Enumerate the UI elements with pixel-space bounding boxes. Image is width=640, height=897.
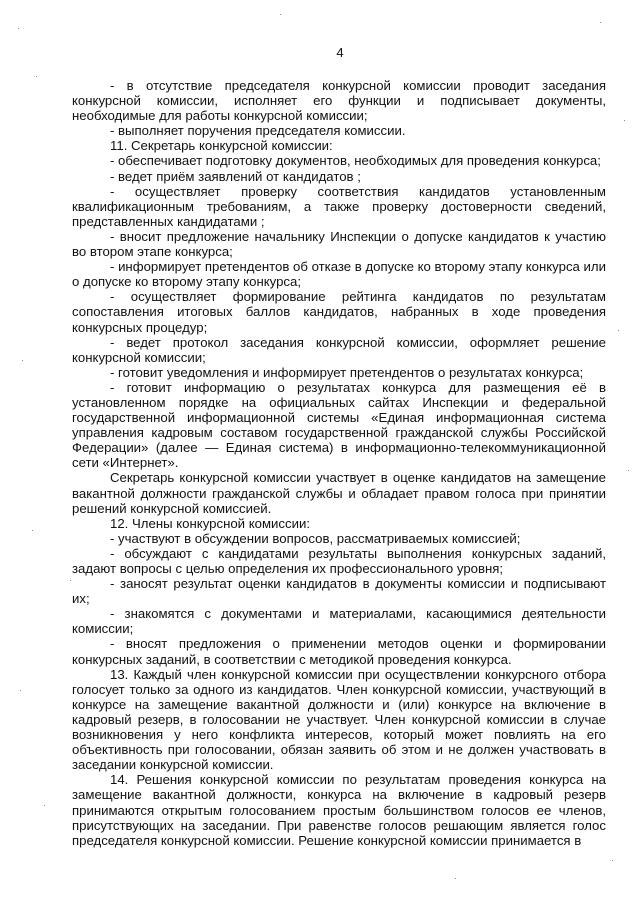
paragraph: - информирует претендентов об отказе в допуске ко второму этапу конкурса или о допуске ко второму этапу конкурса;	[72, 259, 606, 290]
paragraph: 13. Каждый член конкурсной комиссии при осуществлении конкурсного отбора голосует только за одного из кандидатов. Член конкурсной комиссии, участвующий в конкурсе на замещение вакантной должности и (или) конкурсе на включение в кадровый резерв, в голосовании не участвует. Член конкурсной комиссии в случае возникновения у него конфликта интересов, который может повлиять на его объективность при голосовании, обязан заявить об этом и не должен участвовать в заседании конкурсной комиссии.	[72, 666, 606, 773]
page-number: 4	[336, 45, 344, 60]
paragraph: - осуществляет формирование рейтинга кандидатов по результатам сопоставления итоговых баллов кандидатов, набранных в ходе проведения конкурсных процедур;	[72, 289, 606, 335]
paragraph: - осуществляет проверку соответствия кандидатов установленным квалификационным требованиям, а также проверку достоверности сведений, представленных кандидатами ;	[72, 183, 606, 229]
paragraph: - знакомятся с документами и материалами, касающимися деятельности комиссии;	[72, 606, 606, 637]
paragraph: Секретарь конкурсной комиссии участвует в оценке кандидатов на замещение вакантной должности гражданской службы и обладает правом голоса при принятии решений конкурсной комиссией.	[72, 470, 606, 516]
scan-speck	[618, 330, 619, 331]
scan-speck	[22, 360, 23, 361]
scan-speck	[18, 28, 19, 29]
paragraph: - готовит уведомления и информирует претендентов о результатах конкурса;	[110, 364, 584, 380]
paragraph: - ведет протокол заседания конкурсной комиссии, оформляет решение конкурсной комиссии;	[72, 334, 606, 365]
paragraph: - готовит информацию о результатах конкурса для размещения её в установленном порядке на официальных сайтах Инспекции и федеральной государственной информационной системы «Единая информационная система управления кадровым составом государственной гражданской службы Российской Федерации» (далее — Единая система) в информационно-телекоммуникационной сети «Интернет».	[72, 379, 606, 471]
scan-speck	[44, 805, 45, 806]
paragraph: 12. Члены конкурсной комиссии:	[110, 515, 310, 531]
scan-speck	[455, 878, 456, 879]
scan-speck	[628, 470, 629, 471]
paragraph: 14. Решения конкурсной комиссии по результатам проведения конкурса на замещение вакантной должности, конкурса на включение в кадровый резерв принимаются открытым голосованием простым большинством голосов ее членов, присутствующих на заседании. При равенстве голосов решающим является голос председателя конкурсной комиссии. Решение конкурсной комиссии принимается в	[72, 772, 606, 848]
paragraph: - обсуждают с кандидатами результаты выполнения конкурсных заданий, задают вопросы с целью определения их профессионального уровня;	[72, 545, 606, 576]
paragraph: - вносит предложение начальнику Инспекции о допуске кандидатов к участию во втором этапе конкурса;	[72, 228, 606, 260]
scan-speck	[32, 530, 33, 531]
document-body	[72, 78, 606, 848]
paragraph: - обеспечивает подготовку документов, необходимых для проведения конкурса;	[110, 153, 601, 169]
paragraph: - в отсутствие председателя конкурсной комиссии проводит заседания конкурсной комиссии, исполняет его функции и подписывает документы, необходимые для работы конкурсной комиссии;	[72, 78, 606, 124]
scan-speck	[70, 580, 71, 581]
scan-speck	[280, 14, 281, 15]
scan-speck	[20, 690, 21, 691]
scan-speck	[612, 860, 613, 861]
scan-speck	[36, 76, 37, 77]
paragraph: 11. Секретарь конкурсной комиссии:	[110, 138, 333, 154]
scan-speck	[600, 22, 601, 23]
paragraph: - вносят предложения о применении методов оценки и формировании конкурсных заданий, в соответствии с методикой проведения конкурса.	[72, 636, 606, 667]
paragraph: - участвуют в обсуждении вопросов, рассматриваемых комиссией;	[110, 530, 521, 546]
paragraph: - выполняет поручения председателя комиссии.	[110, 123, 406, 139]
paragraph: - ведет приём заявлений от кандидатов ;	[110, 168, 361, 184]
paragraph: - заносят результат оценки кандидатов в документы комиссии и подписывают их;	[72, 576, 606, 607]
scan-speck	[624, 120, 625, 121]
